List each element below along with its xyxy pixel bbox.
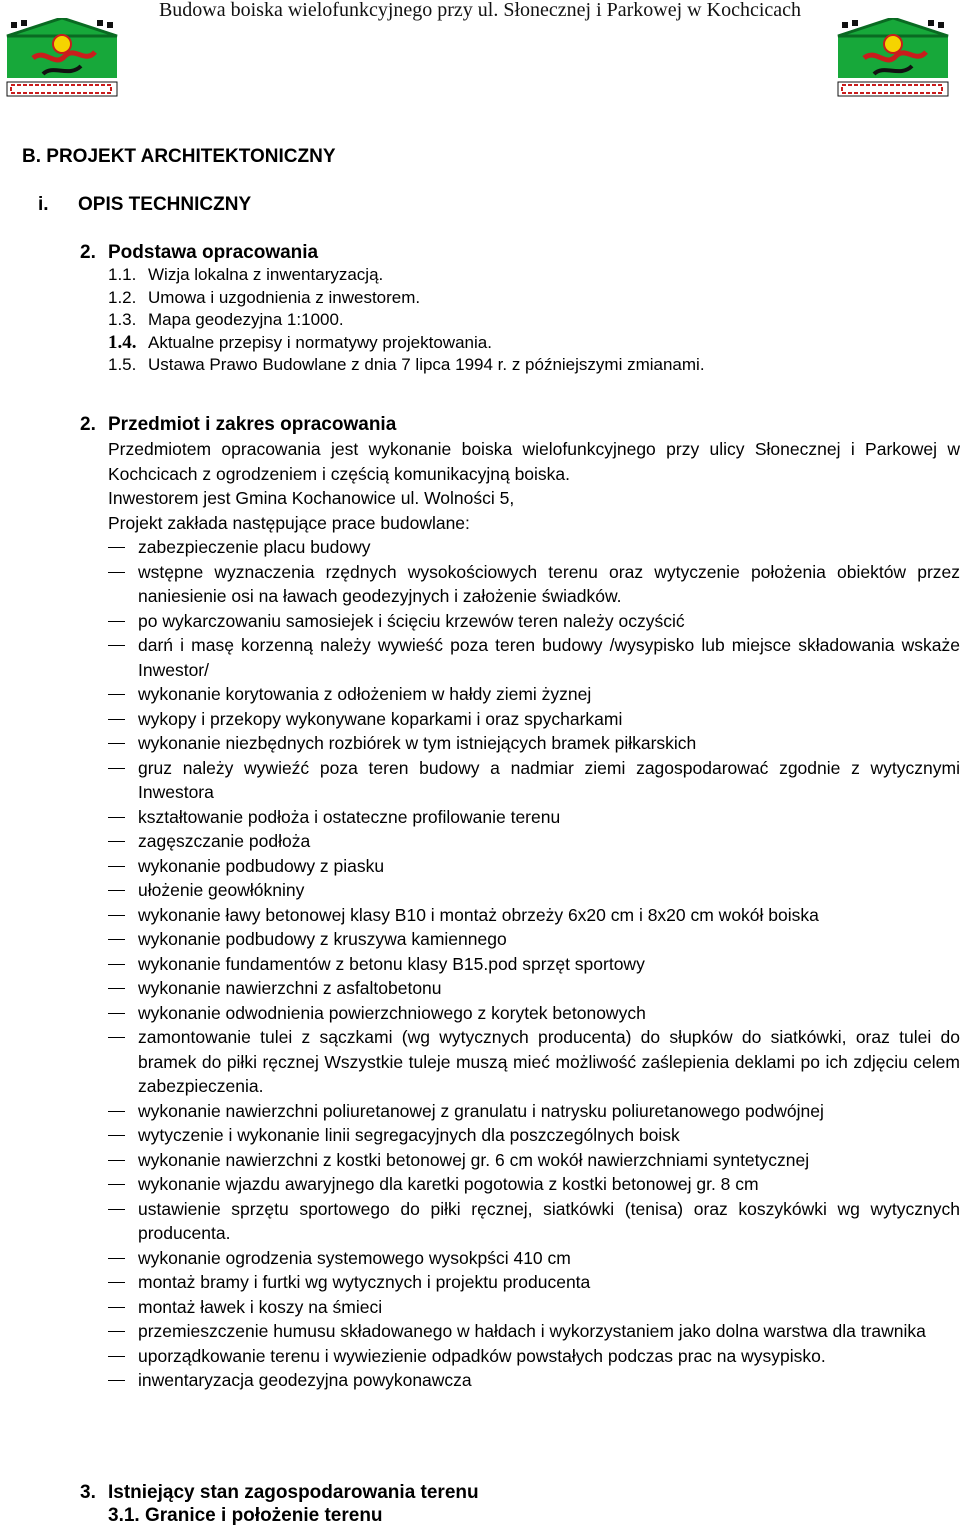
basis-item-text: Wizja lokalna z inwentaryzacją. [148,265,384,284]
works-list-item: gruz należy wywieźć poza teren budowy a nadmiar ziemi zagospodarować zgodnie z wytycznymi Inwestora [108,756,960,805]
works-list-item: kształtowanie podłoża i ostateczne profilowanie terenu [108,805,960,830]
works-list-item: inwentaryzacja geodezyjna powykonawcza [108,1368,960,1393]
works-list-item: ustawienie sprzętu sportowego do piłki ręcznej, siatkówki (tenisa) oraz koszykówki wg wytycznych producenta. [108,1197,960,1246]
works-list-item: zamontowanie tulei z sączkami (wg wytycznych producenta) do słupków do siatkówki, oraz tulei do bramek do piłki ręcznej Wszystkie tuleje muszą mieć możliwość zaślepienia deklami po ich zdjęciu celem zabezpieczenia. [108,1025,960,1099]
basis-item-text: Ustawa Prawo Budowlane z dnia 7 lipca 1994 r. z późniejszymi zmianami. [148,355,705,375]
section-existing-heading [80,1482,479,1504]
subsection-title: Granice i położenie terenu [144,1505,383,1526]
works-list-item: przemieszczenie humusu składowanego w hałdach i wykorzystaniem jako dolna warstwa dla trawnika [108,1319,960,1344]
emblem-logo-icon [3,18,121,98]
header-title: Budowa boiska wielofunkcyjnego przy ul. Słonecznej i Parkowej w Kochcicach [158,0,802,21]
basis-item-text: Mapa geodezyjna 1:1000. [148,310,344,330]
basis-item-number: 1.5. [108,355,137,375]
works-list-item: wykonanie ławy betonowej klasy B10 i montaż obrzeży 6x20 cm i 8x20 cm wokół boiska [108,903,960,928]
subpart-heading [38,194,251,216]
subsection-number: 3.1. [108,1505,140,1526]
works-list [108,535,960,1393]
works-list-item: wykonanie nawierzchni poliuretanowej z granulatu i natrysku poliuretanowego podwójnej [108,1099,960,1124]
basis-item-number: 1.3. [108,310,137,330]
works-list-item: wykonanie niezbędnych rozbiórek w tym istniejących bramek piłkarskich [108,731,960,756]
works-list-item: montaż ławek i koszy na śmieci [108,1295,960,1320]
basis-item-text: Aktualne przepisy i normatywy projektowania. [148,332,492,352]
section-number: 3. [80,1482,96,1503]
works-list-item: wykonanie korytowania z odłożeniem w hałdy ziemi żyznej [108,682,960,707]
works-list-item: darń i masę korzenną należy wywieść poza teren budowy /wysypisko lub miejsce składowania wskaże Inwestor/ [108,633,960,682]
scope-body [108,437,960,1393]
works-list-item: wykonanie podbudowy z piasku [108,854,960,879]
basis-item [108,287,705,310]
works-list-item: wykonanie nawierzchni z asfaltobetonu [108,976,960,1001]
basis-list [108,264,705,377]
basis-item-text: Umowa i uzgodnienia z inwestorem. [148,287,421,307]
basis-item [108,332,705,355]
subpart-number: i. [38,194,49,215]
section-number: 2. [80,414,96,435]
scope-paragraph: Przedmiotem opracowania jest wykonanie boiska wielofunkcyjnego przy ulicy Słonecznej i Parkowej w Kochcicach z ogrodzeniem i częścią komunikacyjną boiska. [108,439,960,484]
section-number: 2. [80,242,96,263]
works-list-item: wstępne wyznaczenia rzędnych wysokościowych terenu oraz wytyczenie położenia obiektów przez naniesienie osi na ławach geodezyjnych i założenie świadków. [108,560,960,609]
basis-item [108,309,705,332]
works-list-item: montaż bramy i furtki wg wytycznych i projektu producenta [108,1270,960,1295]
part-title: B. PROJEKT ARCHITEKTONICZNY [22,146,336,167]
works-intro: Projekt zakłada następujące prace budowlane: [108,512,470,533]
basis-item-number: 1.2. [108,287,137,307]
works-list-item: wykonanie podbudowy z kruszywa kamiennego [108,927,960,952]
works-list-item: ułożenie geowłókniny [108,878,960,903]
works-list-item: zabezpieczenie placu budowy [108,535,960,560]
section-title: Istniejący stan zagospodarowania terenu [108,1482,479,1503]
subsection-heading [108,1505,383,1527]
works-list-item: wykonanie odwodnienia powierzchniowego z korytek betonowych [108,1001,960,1026]
investor-paragraph: Inwestorem jest Gmina Kochanowice ul. Wolności 5, [108,488,515,508]
works-list-item: po wykarczowaniu samosiejek i ścięciu krzewów teren należy oczyścić [108,609,960,634]
works-list-item: uporządkowanie terenu i wywiezienie odpadków powstałych podczas prac na wysypisko. [108,1344,960,1369]
basis-item-number: 1.4. [108,331,137,353]
works-list-item: zagęszczanie podłoża [108,829,960,854]
basis-item [108,264,705,287]
emblem-logo-icon [834,18,952,98]
works-list-item: wykonanie fundamentów z betonu klasy B15.pod sprzęt sportowy [108,952,960,977]
basis-item-number: 1.1. [108,265,137,284]
subpart-title: OPIS TECHNICZNY [78,194,252,215]
section-scope-heading [80,414,396,436]
section-title: Przedmiot i zakres opracowania [108,414,397,435]
basis-item [108,354,705,377]
works-list-item: wykonanie ogrodzenia systemowego wysokpści 410 cm [108,1246,960,1271]
works-list-item: wykonanie wjazdu awaryjnego dla karetki pogotowia z kostki betonowej gr. 8 cm [108,1172,960,1197]
section-basis-heading [80,242,318,264]
section-title: Podstawa opracowania [108,242,319,263]
works-list-item: wykonanie nawierzchni z kostki betonowej gr. 6 cm wokół nawierzchniami syntetycznej [108,1148,960,1173]
works-list-item: wykopy i przekopy wykonywane koparkami i oraz spycharkami [108,707,960,732]
works-list-item: wytyczenie i wykonanie linii segregacyjnych dla poszczególnych boisk [108,1123,960,1148]
